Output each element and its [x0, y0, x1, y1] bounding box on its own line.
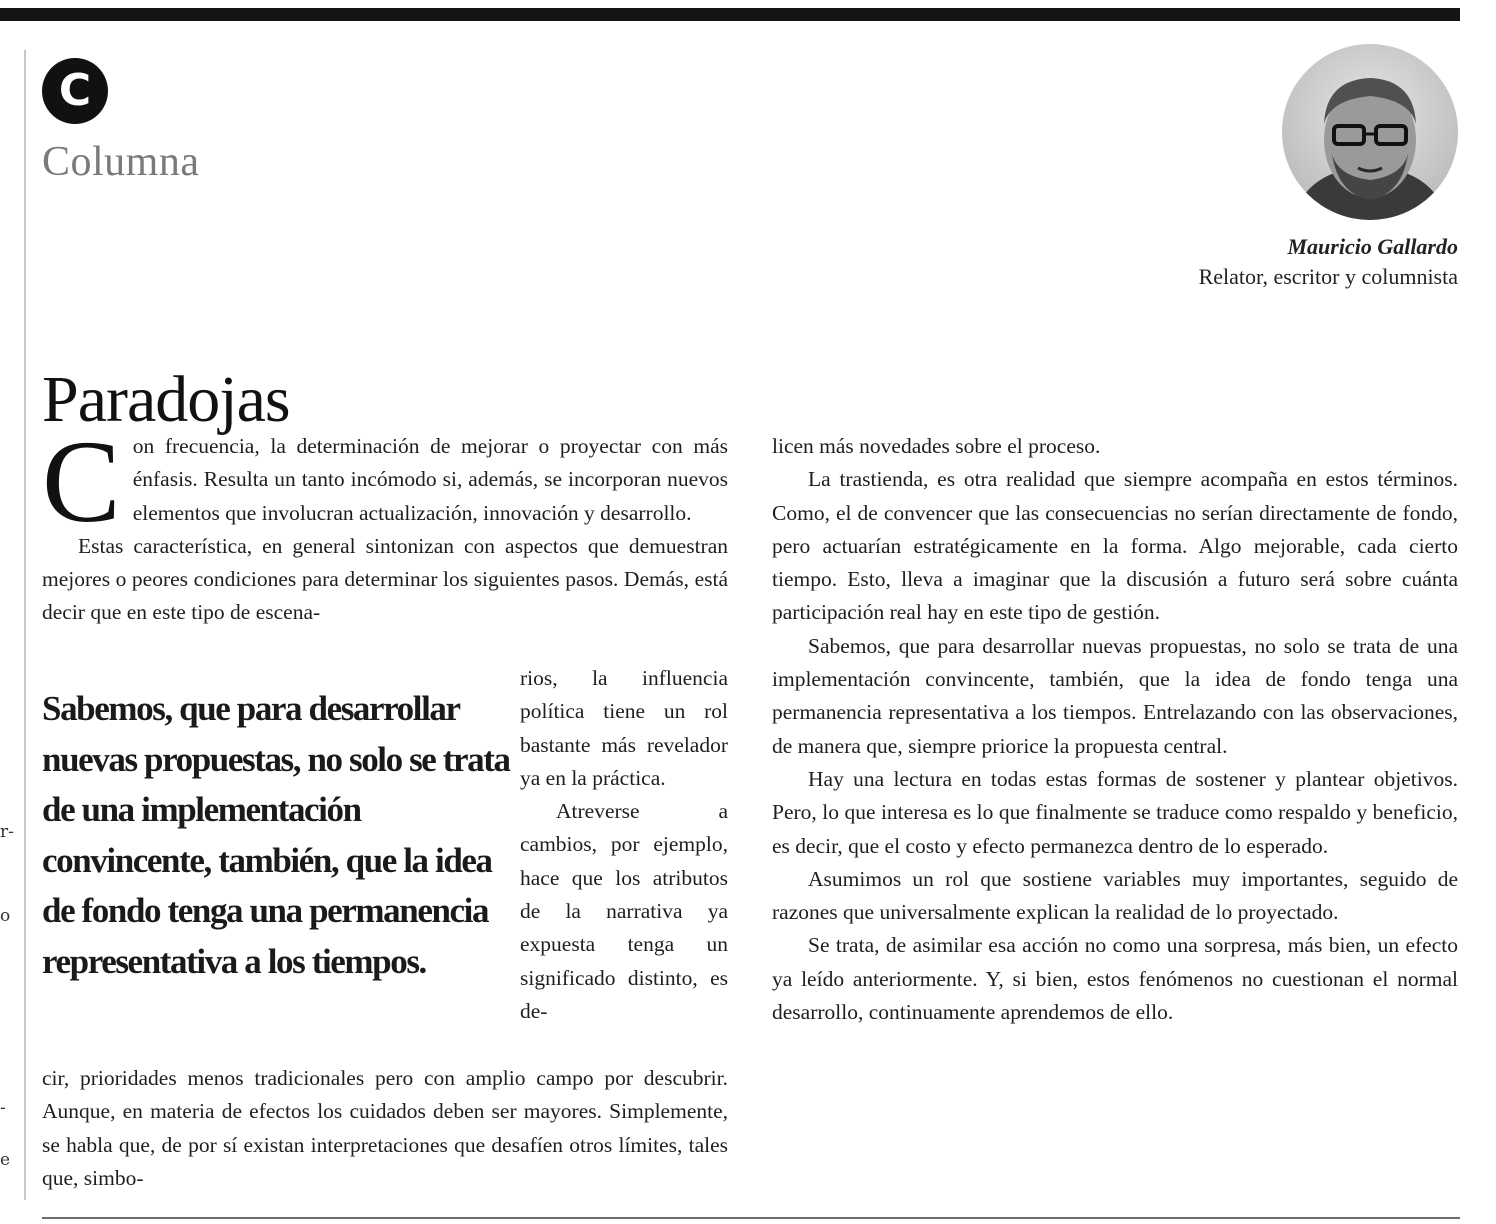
article-paragraph: Hay una lectura en todas estas formas de sostener y plantear objetivos. Pero, lo que interesa es lo que finalmente se traduce como respaldo y beneficio, es decir, que el costo y efecto permanezca dentro de lo esperado.	[772, 766, 1458, 858]
margin-fragment: e	[0, 1150, 11, 1170]
article-paragraph: rios, la influencia política tiene un rol bastante más revelador ya en la práctica.	[520, 666, 728, 790]
section-label: Columna	[42, 139, 200, 185]
bottom-rule	[42, 1217, 1460, 1219]
article-paragraph: Sabemos, que para desarrollar nuevas propuestas, no solo se trata de una implementación convincente, también, que la idea de fondo tenga una permanencia representativa a los tiempos. Entrelazando con las observaciones, de manera que, siempre priorice la propuesta central.	[772, 633, 1458, 758]
column-badge-icon: C	[42, 58, 108, 124]
article-column-1	[42, 416, 728, 630]
article-paragraph	[42, 416, 728, 547]
article-paragraph: Atreverse a cambios, por ejemplo, hace que los atributos de la narrativa ya expuesta tenga un significado distinto, es de-	[520, 799, 728, 1023]
article-column-2	[772, 430, 1458, 1029]
article-paragraph: cir, prioridades menos tradicionales pero con amplio campo por descubrir. Aunque, en materia de efectos los cuidados deben ser mayores. Simplemente, se habla que, de por sí existan interpretaciones que desafíen otros límites, tales que, simbo-	[42, 1066, 728, 1190]
drop-cap: C	[42, 416, 121, 547]
article-paragraph: Asumimos un rol que sostiene variables muy importantes, seguido de razones que universalmente explican la realidad de lo proyectado.	[772, 866, 1458, 925]
left-column-divider	[24, 50, 26, 1200]
article-narrow-column	[520, 662, 728, 1028]
top-rule	[0, 8, 1460, 21]
author-portrait-icon	[1282, 44, 1458, 220]
margin-fragment: r-	[0, 822, 14, 842]
margin-fragment: o	[0, 906, 11, 926]
author-name: Mauricio Gallardo	[1287, 234, 1458, 259]
article-paragraph: licen más novedades sobre el proceso.	[772, 434, 1101, 458]
article-paragraph: La trastienda, es otra realidad que siempre acompaña en estos términos. Como, el de convencer que las consecuencias no serían directamente de fondo, pero actuarían estratégicamente en la forma. Algo mejorable, cada cierto tiempo. Esto, lleva a imaginar que la discusión a futuro será sobre cuánta participación real hay en este tipo de gestión.	[772, 467, 1458, 625]
author-role: Relator, escritor y columnista	[1198, 264, 1458, 289]
pull-quote: Sabemos, que para desarrollar nuevas propuestas, no solo se trata de una implementación convincente, también, que la idea de fondo tenga una permanencia representativa a los tiempos.	[42, 689, 510, 981]
article-paragraph: Se trata, de asimilar esa acción no como una sorpresa, más bien, un efecto ya leído anteriormente. Y, si bien, estos fenómenos no cuestionan el normal desarrollo, continuamente aprendemos de ello.	[772, 933, 1458, 1025]
article-title: Paradojas	[42, 363, 290, 437]
author-byline	[1199, 232, 1458, 292]
article-paragraph: Estas característica, en general sintonizan con aspectos que demuestran mejores o peores condiciones para determinar los siguientes pasos. Demás, está decir que en este tipo de escena-	[42, 533, 728, 625]
paragraph-text: on frecuencia, la determinación de mejorar o proyectar con más énfasis. Resulta un tanto incómodo si, además, se incorporan nuevos elementos que involucran actualización, innovación y desarrollo.	[132, 434, 728, 525]
article-column-1-continued	[42, 1062, 728, 1195]
margin-fragment: -	[0, 1098, 6, 1118]
